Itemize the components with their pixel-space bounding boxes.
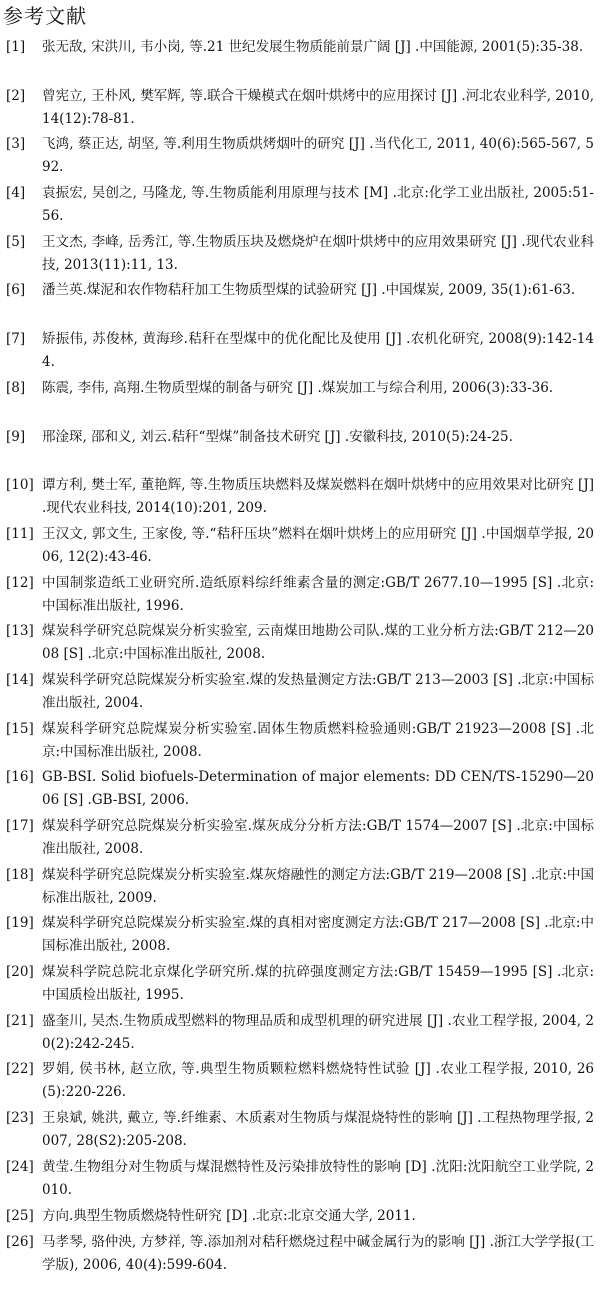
reference-number: [25] (6, 1207, 34, 1224)
reference-entry (6, 912, 594, 961)
reference-text: 陈震, 李伟, 高翔.生物质型煤的制备与研究 [J] .煤炭加工与综合利用, 2006(3):33-36. (42, 379, 554, 396)
reference-text: 王文杰, 李峰, 岳秀江, 等.生物质压块及燃烧炉在烟叶烘烤中的应用效果研究 [J] .现代农业科技, 2013(11):11, 13. (42, 233, 594, 273)
reference-text: 张无敌, 宋洪川, 韦小岗, 等.21 世纪发展生物质能前景广阔 [J] .中国能源, 2001(5):35-38. (42, 39, 584, 55)
reference-entry (6, 182, 594, 231)
reference-entry (6, 328, 594, 377)
reference-number: [21] (6, 1012, 34, 1029)
reference-number: [13] (6, 623, 34, 640)
reference-text: 煤炭科学研究总院煤炭分析实验室, 云南煤田地勘公司队.煤的工业分析方法:GB/T 212—2008 [S] .北京:中国标准出版社, 2008. (42, 623, 594, 663)
reference-number: [20] (6, 964, 34, 981)
reference-entry (6, 1205, 594, 1232)
reference-number: [14] (6, 671, 34, 688)
reference-number: [17] (6, 818, 34, 834)
reference-text: 煤炭科学研究总院煤炭分析实验室.煤的真相对密度测定方法:GB/T 217—2008 [S] .北京:中国标准出版社, 2008. (42, 915, 594, 955)
reference-number: [8] (6, 379, 26, 396)
reference-text: 方向.典型生物质燃烧特性研究 [D] .北京:北京交通大学, 2011. (42, 1207, 416, 1224)
reference-entry (6, 36, 594, 85)
reference-number: [3] (6, 136, 26, 153)
reference-entry (6, 133, 594, 182)
reference-text: 盛奎川, 吴杰.生物质成型燃料的物理品质和成型机理的研究进展 [J] .农业工程学报, 2004, 20(2):242-245. (42, 1012, 594, 1052)
reference-text: 曾宪立, 王朴风, 樊军辉, 等.联合干燥模式在烟叶烘烤中的应用探讨 [J] .河北农业科学, 2010, 14(12):78-81. (42, 87, 594, 127)
reference-number: [5] (6, 233, 26, 250)
reference-text: 黄莹.生物组分对生物质与煤混燃特性及污染排放特性的影响 [D] .沈阳:沈阳航空工业学院, 2010. (42, 1158, 594, 1198)
reference-entry (6, 85, 594, 134)
reference-entry (6, 426, 594, 475)
reference-number: [15] (6, 720, 34, 737)
reference-number: [19] (6, 915, 34, 932)
reference-entry (6, 620, 594, 669)
reference-number: [9] (6, 428, 26, 445)
reference-entry (6, 474, 594, 523)
reference-entry (6, 1010, 594, 1059)
reference-text: 煤炭科学院总院北京煤化学研究所.煤的抗碎强度测定方法:GB/T 15459—1995 [S] .北京:中国质检出版社, 1995. (42, 964, 594, 1004)
reference-text: 王泉斌, 姚洪, 戴立, 等.纤维素、木质素对生物质与煤混烧特性的影响 [J] .工程热物理学报, 2007, 28(S2):205-208. (42, 1110, 594, 1150)
reference-text: 飞鸿, 蔡正达, 胡坚, 等.利用生物质烘烤烟叶的研究 [J] .当代化工, 2011, 40(6):565-567, 592. (42, 136, 594, 176)
reference-entry (6, 1058, 594, 1107)
reference-entry (6, 961, 594, 1010)
reference-number: [6] (6, 282, 26, 299)
reference-entry (6, 766, 594, 815)
reference-entry (6, 864, 594, 913)
reference-text: 邢淦琛, 邵和义, 刘云.秸秆“型煤”制备技术研究 [J] .安徽科技, 2010(5):24-25. (42, 428, 513, 445)
reference-number: [16] (6, 769, 34, 786)
reference-number: [4] (6, 185, 26, 202)
reference-text: GB-BSI. Solid biofuels-Determination of major elements: DD CEN/TS-15290—2006 [S] .GB-BSI, 2006. (42, 769, 594, 809)
reference-number: [26] (6, 1234, 34, 1251)
reference-entry (6, 377, 594, 426)
reference-text: 王汉文, 郭文生, 王家俊, 等.“秸秆压块”燃料在烟叶烘烤上的应用研究 [J] .中国烟草学报, 2006, 12(2):43-46. (42, 525, 594, 565)
reference-text: 煤炭科学研究总院煤炭分析实验室.固体生物质燃料检验通则:GB/T 21923—2008 [S] .北京:中国标准出版社, 2008. (42, 720, 594, 760)
reference-number: [11] (6, 525, 34, 542)
reference-entry (6, 669, 594, 718)
reference-text: 罗娟, 侯书林, 赵立欣, 等.典型生物质颗粒燃料燃烧特性试验 [J] .农业工程学报, 2010, 26(5):220-226. (42, 1061, 594, 1101)
reference-entry (6, 523, 594, 572)
reference-number: [18] (6, 866, 34, 883)
reference-text: 煤炭科学研究总院煤炭分析实验室.煤的发热量测定方法:GB/T 213—2003 [S] .北京:中国标准出版社, 2004. (42, 671, 594, 711)
reference-text: 中国制浆造纸工业研究所.造纸原料综纤维素含量的测定:GB/T 2677.10—1995 [S] .北京:中国标准出版社, 1996. (42, 574, 594, 614)
reference-number: [23] (6, 1110, 34, 1127)
reference-entry (6, 718, 594, 767)
reference-number: [2] (6, 87, 26, 104)
reference-number: [10] (6, 477, 34, 494)
reference-entry (6, 572, 594, 621)
reference-text: 煤炭科学研究总院煤炭分析实验室.煤灰成分分析方法:GB/T 1574—2007 [S] .北京:中国标准出版社, 2008. (42, 818, 594, 857)
reference-text: 谭方利, 樊士军, 董艳辉, 等.生物质压块燃料及煤炭燃料在烟叶烘烤中的应用效果对比研究 [J] .现代农业科技, 2014(10):201, 209. (42, 477, 594, 517)
reference-text: 煤炭科学研究总院煤炭分析实验室.煤灰熔融性的测定方法:GB/T 219—2008 [S] .北京:中国标准出版社, 2009. (42, 866, 594, 906)
reference-number: [1] (6, 39, 26, 55)
section-heading: 参考文献 (3, 4, 87, 28)
reference-entry (6, 1107, 594, 1156)
reference-text: 矫振伟, 苏俊林, 黄海珍.秸秆在型煤中的优化配比及使用 [J] .农机化研究, 2008(9):142-144. (42, 331, 594, 371)
reference-number: [7] (6, 331, 26, 348)
reference-text: 袁振宏, 吴创之, 马隆龙, 等.生物质能利用原理与技术 [M] .北京:化学工业出版社, 2005:51-56. (42, 185, 594, 225)
reference-entry (6, 231, 594, 280)
reference-entry (6, 1156, 594, 1205)
reference-list (6, 36, 594, 1280)
reference-text: 马孝琴, 骆仲泱, 方梦祥, 等.添加剂对秸秆燃烧过程中碱金属行为的影响 [J] .浙江大学学报(工学版), 2006, 40(4):599-604. (42, 1234, 594, 1274)
reference-entry (6, 279, 594, 328)
reference-number: [24] (6, 1158, 34, 1175)
reference-text: 潘兰英.煤泥和农作物秸秆加工生物质型煤的试验研究 [J] .中国煤炭, 2009, 35(1):61-63. (42, 282, 576, 299)
reference-entry (6, 1231, 594, 1280)
reference-number: [22] (6, 1061, 34, 1078)
reference-number: [12] (6, 574, 34, 591)
reference-entry (6, 815, 594, 864)
